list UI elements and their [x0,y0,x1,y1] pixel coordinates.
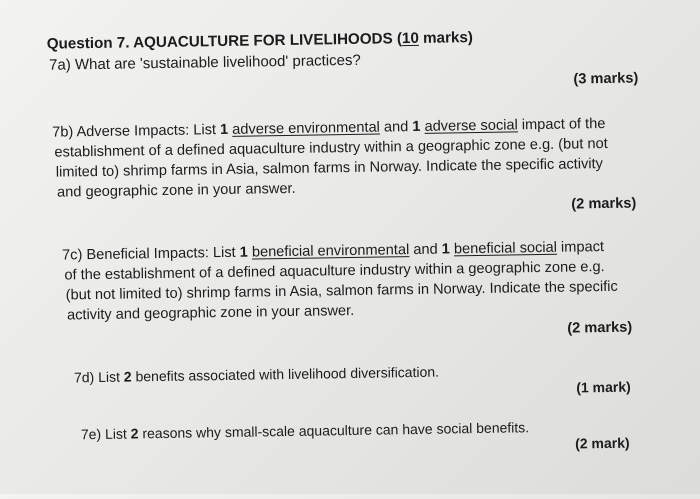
q7b-text-and: and [379,119,413,136]
q7d-text [74,363,439,387]
q7b-count-1: 1 [219,121,229,139]
q7b-text-g: impact of the [517,115,606,134]
q7c-line-2: of the establishment of a defined aquaculture industry within a geographic zone e.g. [64,259,605,284]
q7d-marks: (1 mark) [576,378,631,396]
q7a-text: 7a) What are 'sustainable livelihood' practices? [48,51,361,74]
q7c-text-and: and [409,241,442,259]
q7c-beneficial-social: beneficial social [453,239,558,258]
q7e-marks: (2 mark) [574,434,630,452]
question-heading-suffix: marks) [418,29,474,47]
q7b-line-3: limited to) shrimp farms in Asia, salmon farms in Norway. Indicate the specific activity [55,156,604,181]
q7b-marks: (2 marks) [571,195,637,213]
q7c-count-1: 1 [239,244,248,261]
q7e-count: 2 [130,425,139,442]
q7a-marks: (3 marks) [573,70,639,88]
question-marks-number: 10 [401,29,420,48]
q7d-count: 2 [123,368,132,385]
question-heading [47,29,473,54]
q7b-line-2: establishment of a defined aquaculture industry within a geographic zone e.g. (but not [54,135,608,161]
q7e-text-a: 7e) List [80,425,131,443]
q7b-text-a: 7b) Adverse Impacts: List [52,122,221,141]
q7d-text-c: benefits associated with livelihood diversification. [131,363,440,385]
q7b-line-4: and geographic zone in your answer. [56,180,296,201]
q7c-count-2: 1 [441,241,450,258]
q7e-text-c: reasons why small-scale aquaculture can have social benefits. [138,419,530,442]
q7d-text-a: 7d) List [73,368,124,386]
q7c-line-3: (but not limited to) shrimp farms in Asia, salmon farms in Norway. Indicate the specific [65,278,618,304]
q7c-text-a: 7c) Beneficial Impacts: List [61,244,240,264]
q7c-line-4: activity and geographic zone in your answer. [66,302,355,324]
question-heading-prefix: Question 7. AQUACULTURE FOR LIVELIHOODS ( [46,30,403,53]
q7b-count-2: 1 [412,118,421,136]
q7c-text-g: impact [556,239,605,256]
q7c-beneficial-environmental: beneficial environmental [251,242,410,261]
q7b-adverse-social: adverse social [424,117,518,135]
q7c-marks: (2 marks) [567,319,633,337]
q7b-adverse-environmental: adverse environmental [232,119,380,138]
q7e-text [81,418,529,443]
